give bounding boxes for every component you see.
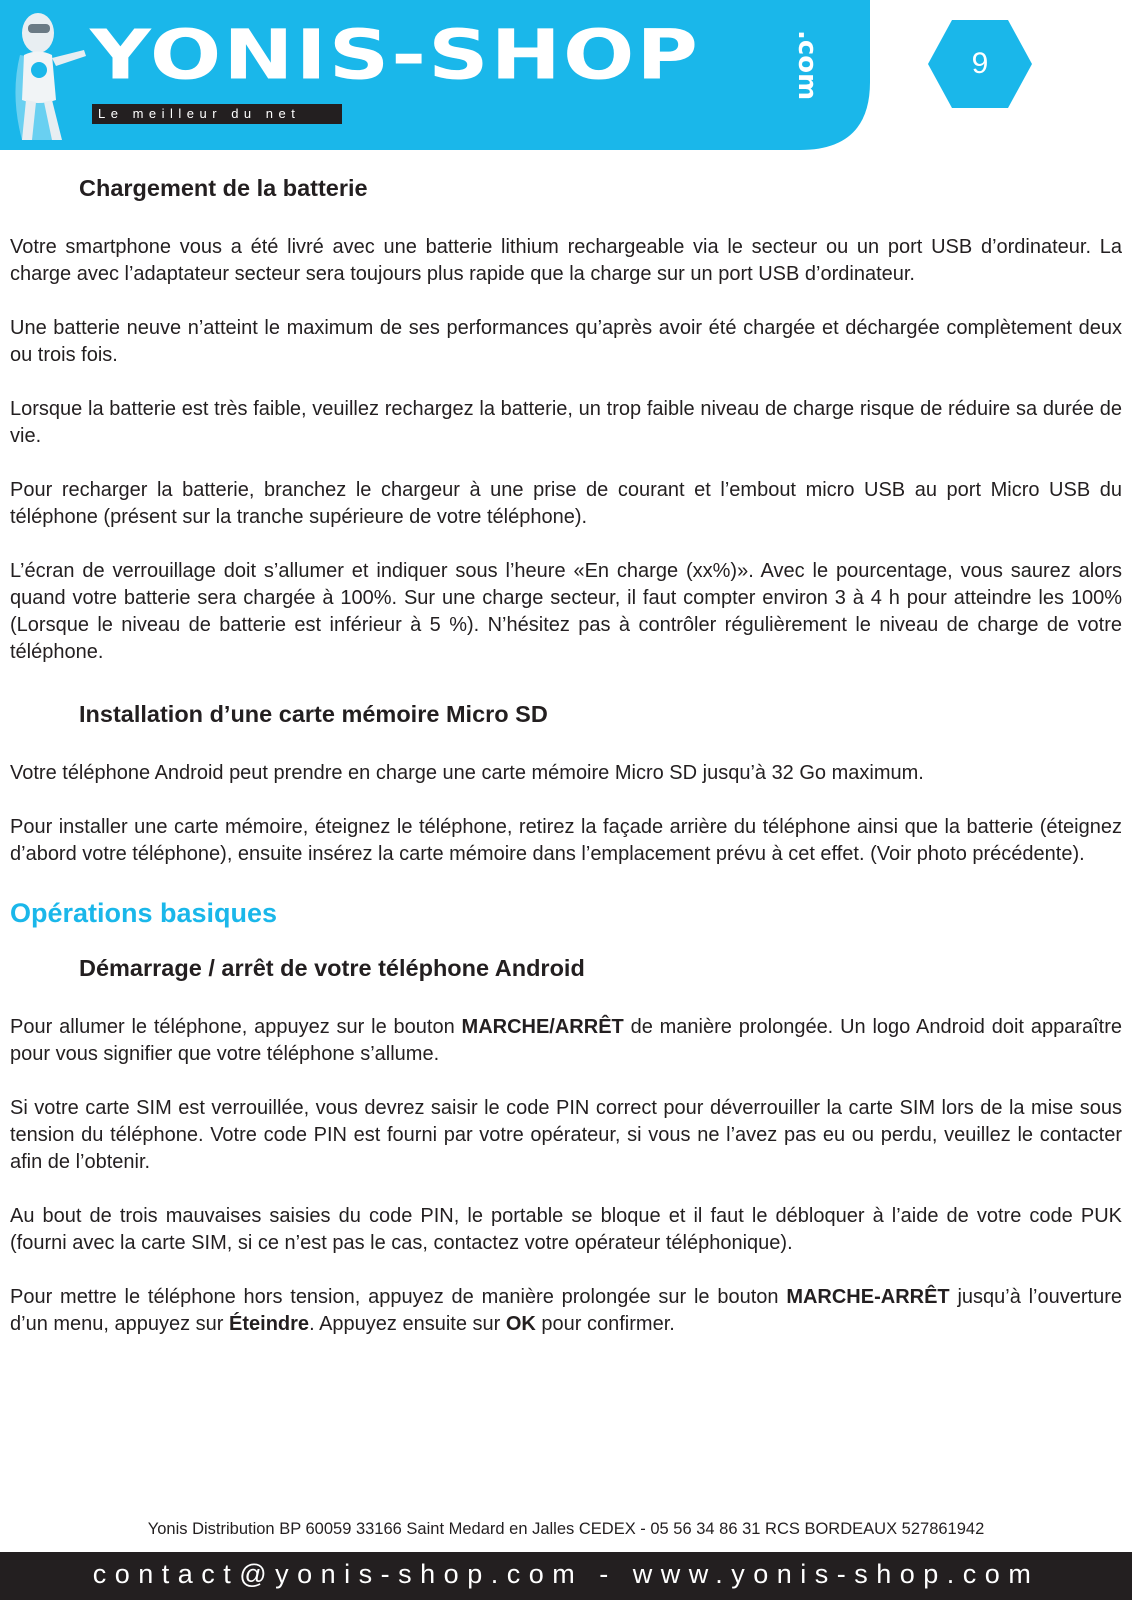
paragraph <box>10 1284 1122 1338</box>
text-span: jusqu’à l’ouverture d’un menu, appuyez sur <box>10 1286 1122 1335</box>
logo-wordmark: YONIS-SHOP <box>90 14 700 96</box>
text-span: Pour allumer le téléphone, appuyez sur le bouton <box>10 1016 462 1038</box>
bold-text: OK <box>505 1313 536 1335</box>
bold-text: Éteindre <box>229 1313 310 1335</box>
bold-text: MARCHE/ARRÊT <box>461 1016 624 1038</box>
paragraph: Lorsque la batterie est très faible, veuillez rechargez la batterie, un trop faible niveau de charge risque de réduire sa durée de vie. <box>10 398 1122 447</box>
paragraph: Pour installer une carte mémoire, éteignez le téléphone, retirez la façade arrière du téléphone ainsi que la batterie (éteignez d’abord votre téléphone), ensuite insérez la carte mémoire dans l’emplacement prévu à cet effet. (Voir photo précédente). <box>10 816 1122 865</box>
logo-tagline: Le meilleur du net <box>92 104 342 124</box>
paragraph: Votre smartphone vous a été livré avec une batterie lithium rechargeable via le secteur ou un port USB d’ordinateur. La charge avec l’adaptateur secteur sera toujours plus rapide que la charge sur un port USB d’ordinateur. <box>10 236 1122 285</box>
section-heading-micro-sd: Installation d’une carte mémoire Micro SD <box>79 701 548 727</box>
text-span: pour confirmer. <box>535 1313 675 1335</box>
paragraph: Pour recharger la batterie, branchez le chargeur à une prise de courant et l’embout micro USB au port Micro USB du téléphone (présent sur la tranche supérieure de votre téléphone). <box>10 479 1122 528</box>
paragraph: Si votre carte SIM est verrouillée, vous devrez saisir le code PIN correct pour déverrouiller la carte SIM lors de la mise sous tension du téléphone. Votre code PIN est fourni par votre opérateur, si vous ne l’avez pas eu ou perdu, veuillez le contacter afin de l’obtenir. <box>10 1097 1122 1173</box>
bold-text: MARCHE-ARRÊT <box>786 1286 950 1308</box>
text-span: . Appuyez ensuite sur <box>309 1313 506 1335</box>
text-span: Pour mettre le téléphone hors tension, appuyez de manière prolongée sur le bouton <box>10 1286 787 1308</box>
page-number: 9 <box>971 47 989 80</box>
logo-suffix: .com <box>792 30 822 101</box>
paragraph: Votre téléphone Android peut prendre en charge une carte mémoire Micro SD jusqu’à 32 Go maximum. <box>10 762 924 784</box>
company-address: Yonis Distribution BP 60059 33166 Saint Medard en Jalles CEDEX - 05 56 34 86 31 RCS BORDEAUX 527861942 <box>147 1520 985 1538</box>
page-content <box>10 172 1122 1365</box>
section-heading-startup: Démarrage / arrêt de votre téléphone Android <box>79 955 585 981</box>
section-title-operations: Opérations basiques <box>10 898 278 928</box>
paragraph: L’écran de verrouillage doit s’allumer et indiquer sous l’heure «En charge (xx%)». Avec le pourcentage, vous saurez alors quand votre batterie sera chargée à 100%. Sur une charge secteur, il faut compter environ 3 à 4 h pour atteindre les 100% (Lorsque le niveau de batterie est inférieur à 5 %). N’hésitez pas à contrôler régulièrement le niveau de charge de votre téléphone. <box>10 560 1122 663</box>
footer-contact-bar: contact@yonis-shop.com - www.yonis-shop.com <box>0 1552 1132 1600</box>
paragraph: Une batterie neuve n’atteint le maximum de ses performances qu’après avoir été chargée et déchargée complètement deux ou trois fois. <box>10 317 1122 366</box>
paragraph: Au bout de trois mauvaises saisies du code PIN, le portable se bloque et il faut le débloquer à l’aide de votre code PUK (fourni avec la carte SIM, si ce n’est pas le cas, contactez votre opérateur téléphonique). <box>10 1205 1122 1254</box>
text-span: de manière prolongée. Un logo Android doit apparaître pour vous signifier que votre téléphone s’allume. <box>10 1016 1122 1065</box>
section-heading-battery: Chargement de la batterie <box>79 175 368 201</box>
paragraph <box>10 1014 1122 1068</box>
